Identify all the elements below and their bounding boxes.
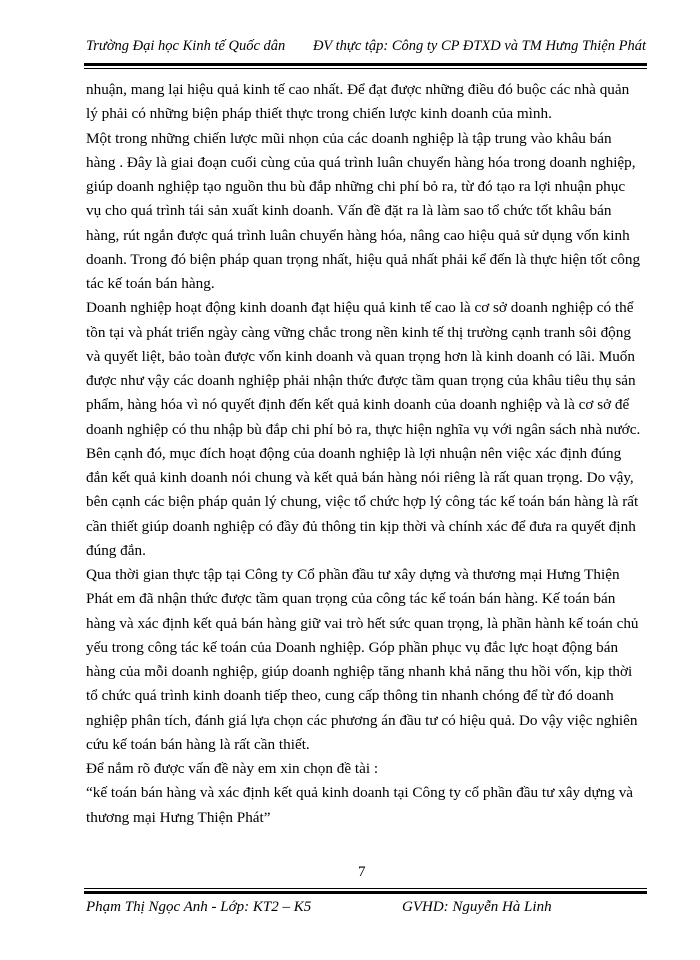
body-line: cần thiết giúp doanh nghiệp có đầy đủ thông tin kịp thời và chính xác để đưa ra quyết định [86, 517, 636, 535]
body-line: Một trong những chiến lược mũi nhọn của các doanh nghiệp là tập trung vào khâu bán [86, 129, 612, 147]
body-line: yếu trong công tác kế toán của Doanh nghiệp. Góp phần phục vụ đắc lực hoạt động bán [86, 638, 619, 656]
header-internship-unit: ĐV thực tập: Công ty CP ĐTXD và TM Hưng Thiện Phát [312, 38, 646, 54]
page-number: 7 [358, 864, 366, 880]
body-line: hàng . Đây là giai đoạn cuối cùng của quá trình luân chuyển hàng hóa trong doanh nghiệp, [86, 153, 636, 171]
body-line: phẩm, hàng hóa vì nó quyết định đến kết quả kinh doanh của doanh nghiệp và là cơ sở để [86, 396, 630, 414]
body-line: Để nắm rõ được vấn đề này em xin chọn đề tài : [86, 760, 379, 777]
footer-advisor: GVHD: Nguyễn Hà Linh [402, 899, 552, 915]
body-line: vụ cho quá trình tái sản xuất kinh doanh. Vấn đề đặt ra là làm sao tổ chức tốt khâu bán [86, 202, 612, 220]
body-line: “kế toán bán hàng và xác định kết quả kinh doanh tại Công ty cổ phần đầu tư xây dựng và [86, 784, 634, 802]
body-line: nghiệp phân tích, đánh giá lựa chọn các phương án đầu tư có hiệu quả. Do vậy việc nghiên [86, 711, 638, 729]
body-line: đắn kết quả kinh doanh nói chung và kết quả bán hàng nói riêng là rất quan trọng. Do vậy, [86, 469, 634, 486]
body-line: lý phải có những biện pháp thiết thực trong chiến lược kinh doanh của mình. [86, 105, 552, 123]
body-line: thương mại Hưng Thiện Phát” [86, 808, 271, 826]
body-line: doanh nghiệp có thu nhập bù đắp chi phí bỏ ra, thực hiện nghĩa vụ với ngân sách nhà nước. [86, 420, 641, 438]
body-line: Bên cạnh đó, mục đích hoạt động của doanh nghiệp là lợi nhuận nên việc xác định đúng [86, 444, 622, 462]
body-line: hàng, rút ngắn được quá trình luân chuyển hàng hóa, nâng cao hiệu quả sử dụng vốn kinh [86, 226, 630, 244]
page-header [86, 38, 646, 60]
body-line: cứu kế toán bán hàng là rất cần thiết. [86, 735, 310, 753]
body-line: được như vậy các doanh nghiệp phải nhận thức được tầm quan trọng của khâu tiêu thụ sản [86, 372, 636, 389]
body-line: tổ chức quá trình kinh doanh tiếp theo, cung cấp thông tin nhanh chóng để từ đó doanh [86, 687, 614, 705]
body-line: Phát em đã nhận thức được tầm quan trọng của công tác kế toán bán hàng. Kế toán bán [86, 590, 616, 608]
footer-rule-thin [84, 888, 647, 889]
header-school-name: Trường Đại học Kinh tế Quốc dân [86, 38, 286, 54]
body-line: Qua thời gian thực tập tại Công ty Cổ phần đầu tư xây dựng và thương mại Hưng Thiện [86, 566, 620, 583]
body-line: doanh. Trong đó biện pháp quan trọng nhất, hiệu quả nhất phải kể đến là thực hiện tốt công [86, 250, 641, 268]
body-line: hàng của mỗi doanh nghiệp, giúp doanh nghiệp tăng nhanh khả năng thu hồi vốn, kịp thời [86, 663, 633, 680]
body-line: đúng đắn. [86, 541, 146, 559]
body-line: và quyết liệt, bảo toàn được vốn kinh doanh và quan trọng hơn là kinh doanh có lãi. Muốn [86, 347, 635, 365]
body-line: tồn tại và phát triển ngày càng vững chắc trong nền kinh tế thị trường cạnh tranh sôi động [86, 323, 631, 341]
footer-rule-thick [84, 891, 647, 894]
body-text [86, 78, 651, 830]
header-rule-thick [84, 63, 647, 66]
body-line: giúp doanh nghiệp tạo nguồn thu bù đắp những chi phí bỏ ra, từ đó tạo ra lợi nhuận phục [86, 178, 626, 195]
body-line: Doanh nghiệp hoạt động kinh doanh đạt hiệu quả kinh tế cao là cơ sở doanh nghiệp có thể [86, 299, 634, 317]
header-rule-thin [84, 68, 647, 69]
body-line: bên cạnh các biện pháp quản lý chung, việc tổ chức hợp lý công tác kế toán bán hàng là rất [86, 493, 639, 511]
body-line: tác kế toán bán hàng. [86, 275, 215, 292]
footer-student-info: Phạm Thị Ngọc Anh - Lớp: KT2 – K5 [86, 899, 312, 915]
body-line: hàng và xác định kết quả bán hàng giữ vai trò hết sức quan trọng, là phần hành kế toán chủ [86, 614, 639, 632]
body-line: nhuận, mang lại hiệu quả kinh tế cao nhất. Để đạt được những điều đó buộc các nhà quản [86, 81, 630, 98]
